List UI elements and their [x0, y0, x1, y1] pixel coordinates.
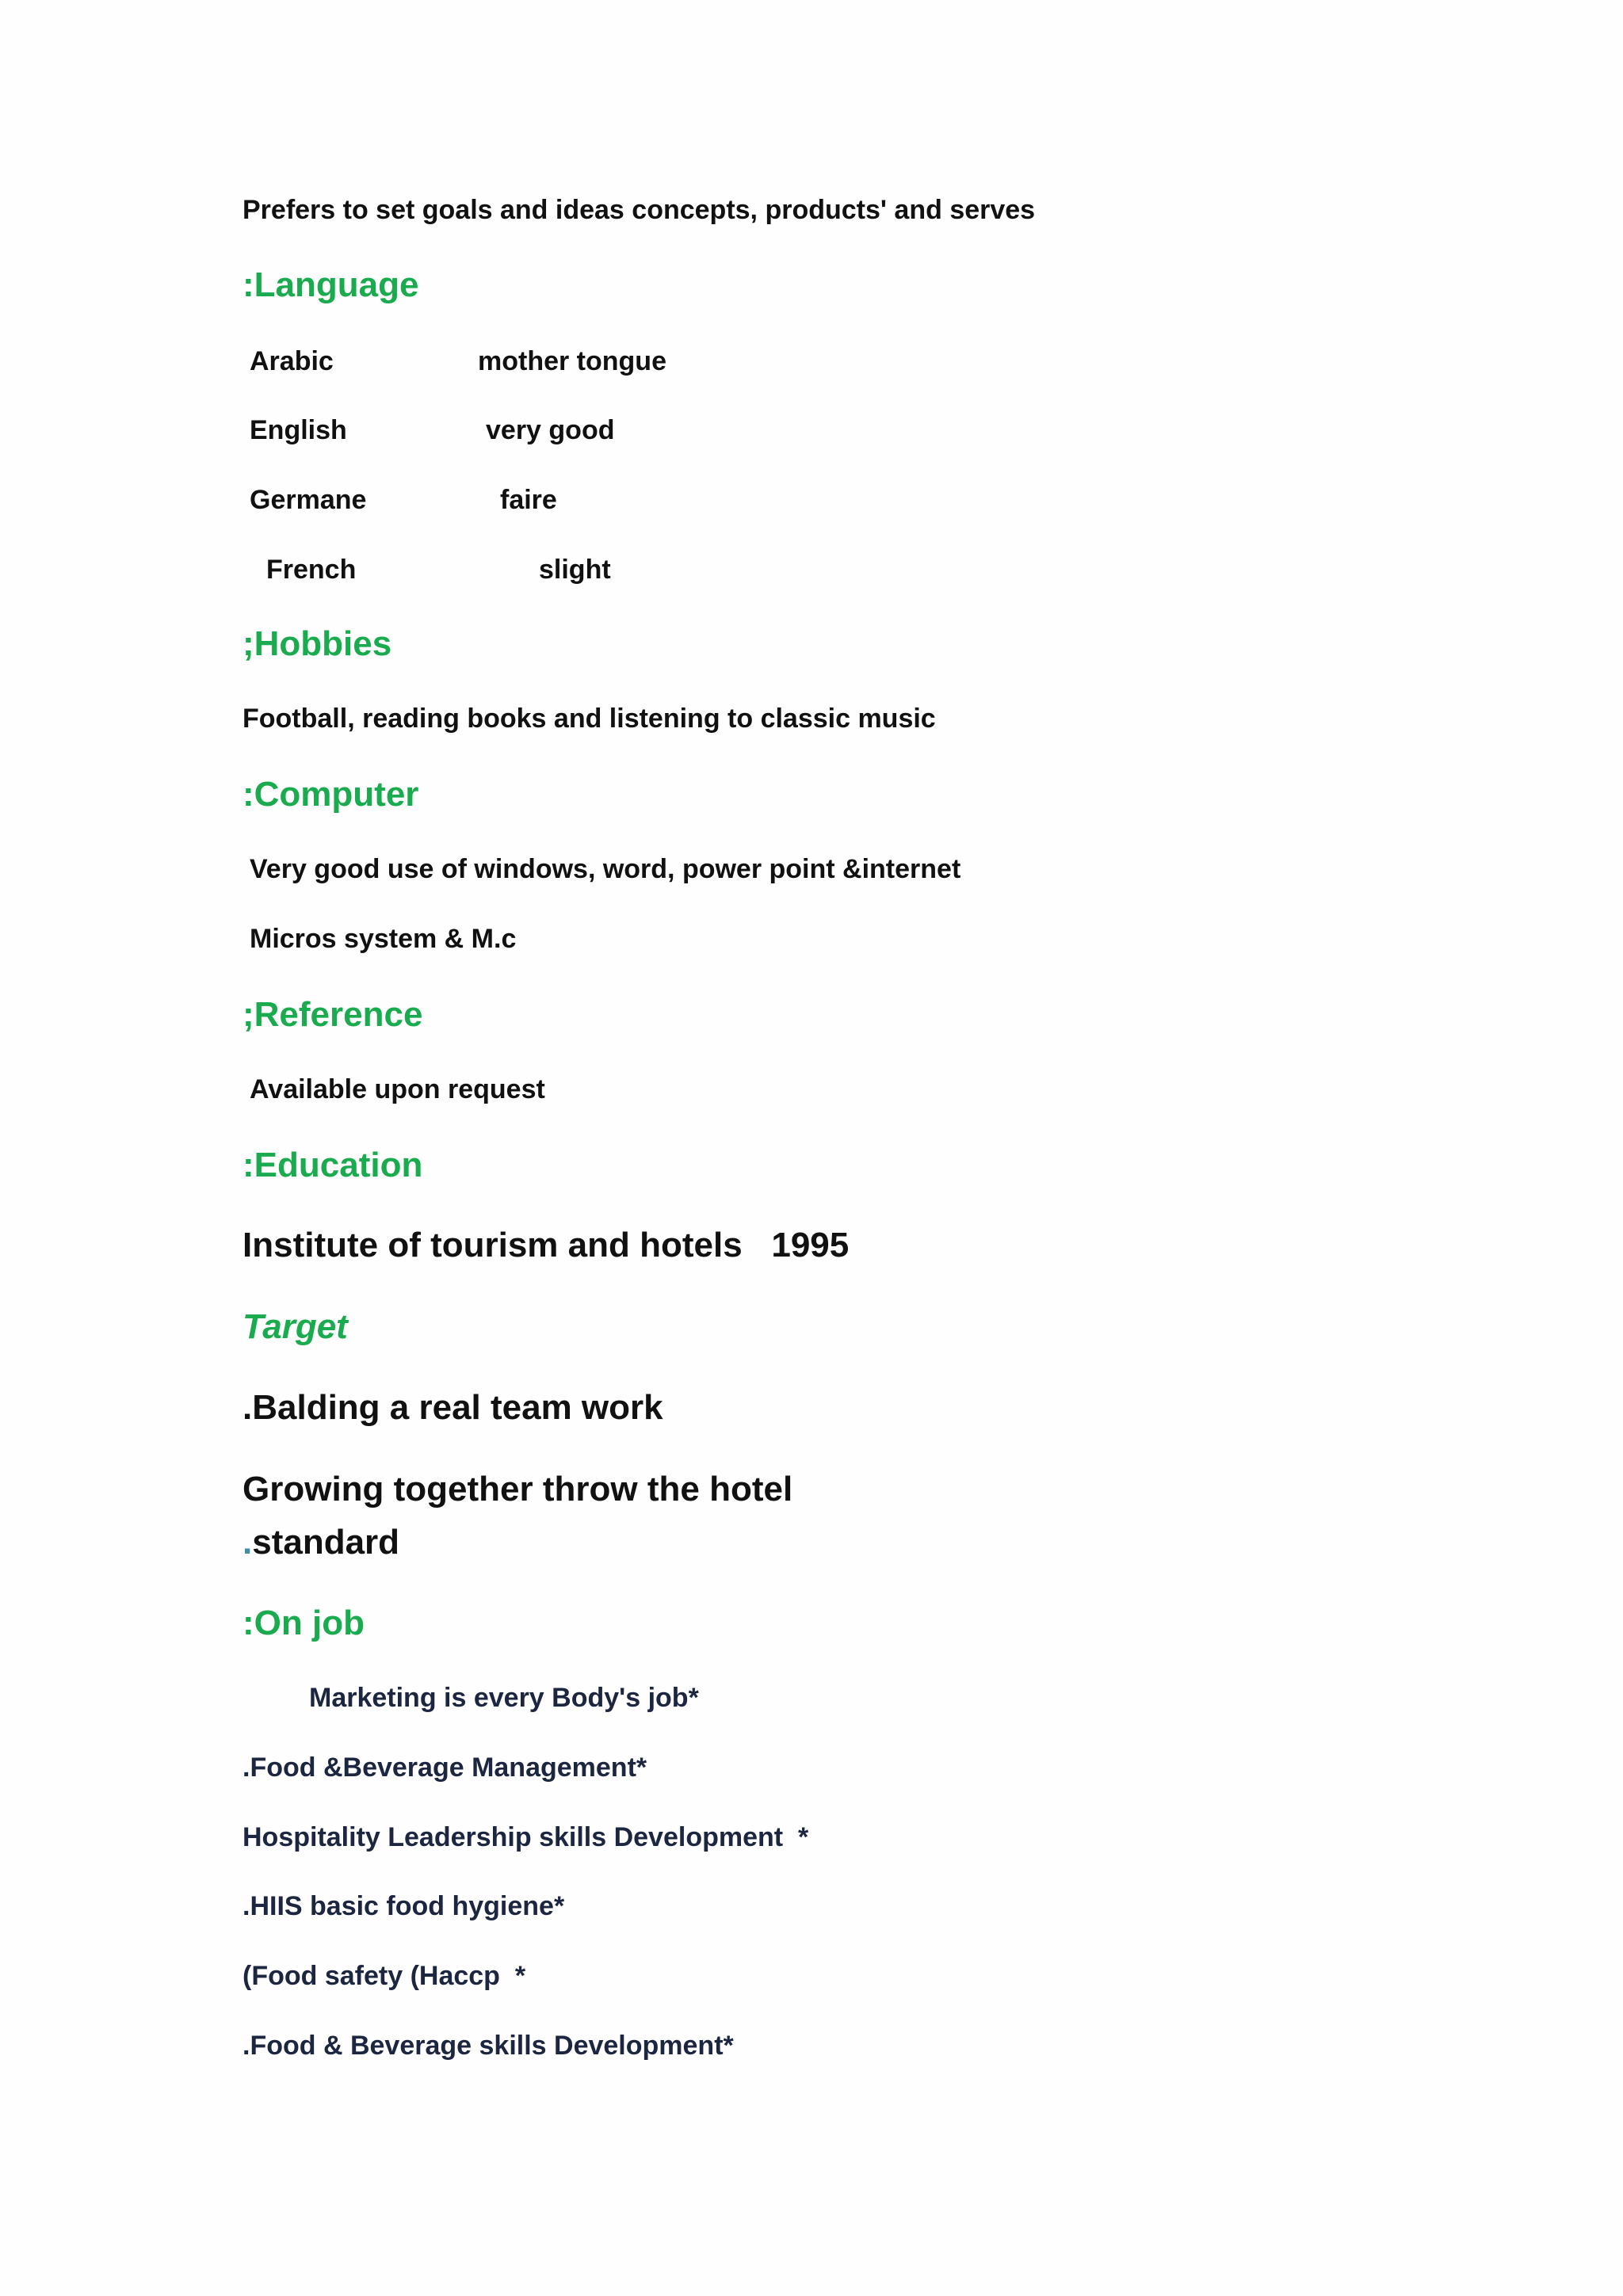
language-level: faire	[500, 485, 557, 515]
education-text: Institute of tourism and hotels 1995	[242, 1226, 850, 1264]
language-row	[0, 555, 951, 594]
language-row	[0, 415, 951, 455]
computer-heading: :Computer	[242, 775, 419, 814]
language-name: French	[266, 555, 357, 585]
on-job-item: .HIIS basic food hygiene*	[242, 1891, 565, 1921]
reference-heading: ;Reference	[242, 995, 423, 1034]
language-row	[0, 346, 951, 386]
computer-line: Very good use of windows, word, power point &internet	[250, 854, 961, 884]
education-heading: :Education	[242, 1146, 423, 1184]
intro-text: Prefers to set goals and ideas concepts, products' and serves	[242, 195, 1036, 225]
target-dot: .	[242, 1523, 253, 1562]
target-line-text: standard	[252, 1523, 400, 1562]
language-heading: :Language	[242, 265, 419, 304]
on-job-heading: :On job	[242, 1604, 365, 1642]
target-line	[242, 1523, 399, 1562]
on-job-item: .Food & Beverage skills Development*	[242, 2031, 734, 2061]
language-row	[0, 485, 951, 524]
hobbies-heading: ;Hobbies	[242, 624, 392, 663]
on-job-item: .Food &Beverage Management*	[242, 1753, 647, 1783]
hobbies-text: Football, reading books and listening to classic music	[242, 704, 936, 734]
target-line: Growing together throw the hotel	[242, 1470, 793, 1508]
target-line: .Balding a real team work	[242, 1388, 663, 1427]
target-heading: Target	[242, 1307, 348, 1346]
on-job-item: (Food safety (Haccp *	[242, 1961, 526, 1991]
computer-line: Micros system & M.c	[250, 924, 517, 954]
language-name: Arabic	[250, 346, 334, 376]
language-level: slight	[539, 555, 611, 585]
language-level: very good	[486, 415, 615, 445]
on-job-item: Hospitality Leadership skills Development *	[242, 1822, 809, 1852]
language-level: mother tongue	[478, 346, 666, 376]
reference-text: Available upon request	[250, 1074, 545, 1104]
language-name: English	[250, 415, 347, 445]
on-job-item: Marketing is every Body's job*	[309, 1683, 699, 1713]
language-name: Germane	[250, 485, 367, 515]
